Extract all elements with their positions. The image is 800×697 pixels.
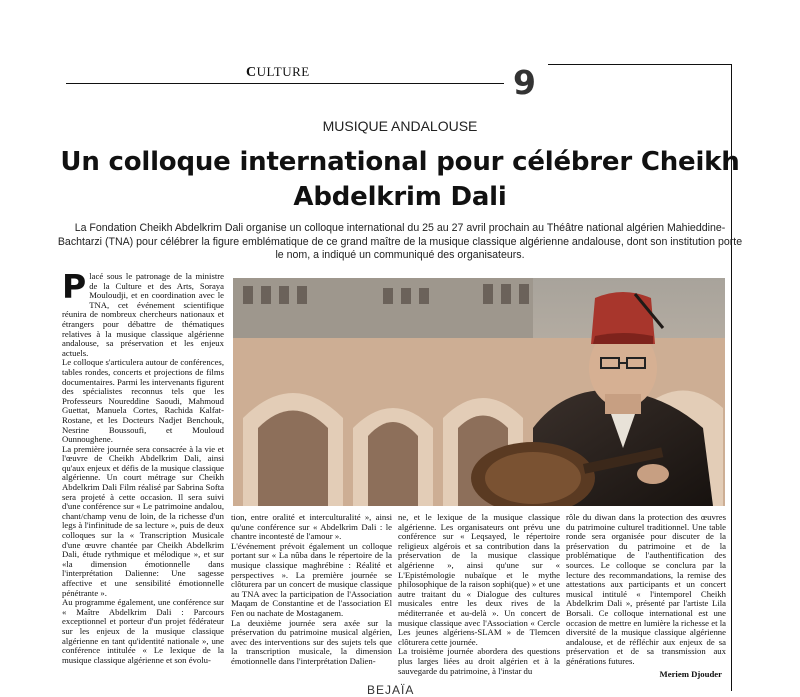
article-title: Un colloque international pour célébrer Cheikh Abdelkrim Dali [60,147,740,212]
section-label-rest: ULTURE [256,64,310,79]
paragraph: La deuxième journée sera axée sur la préservation du patrimoine musical algérien, avec des interventions sur des sujets tels que la transcription musicale, la dimension émotionnelle dans l'interprétation Dalien- [231,617,392,666]
paragraph: rôle du diwan dans la protection des œuvres du patrimoine culturel traditionnel. Une table ronde sera organisée pour discuter de la préservation du patrimoine et de la problématique de l'authentification des sources. Le colloque se conclura par la lecture des recommandations, la remise des attestations aux participants et un concert musical intitulé « l'intemporel Cheikh Abdelkrim Dali », présenté par l'artiste Lila Borsali. Ce colloque international est une occasion de mettre en lumière la richesse et la diversité de la musique classique algérienne andalouse, et de réfléchir aux enjeux de sa préservation et de sa transmission aux générations futures. [566,513,726,666]
portrait-photo-graphic [233,278,725,506]
paragraph: tion, entre oralité et interculturalité », ainsi qu'une conférence sur « Abdelkrim Dali : le chantre incontesté de l'amour ». [231,513,392,542]
article-column-2 [231,513,392,691]
article-lead: La Fondation Cheikh Abdelkrim Dali organise un colloque international du 25 au 27 avril prochain au Théâtre national algérien Mahieddine-Bachtarzi (TNA) pour célébrer la figure emblématique de ce grand maître de la musique classique algérienne andalouse, dont son institution porte le nom, a indiqué un communiqué des organisateurs. [57,222,743,261]
section-label-initial: C [246,65,257,80]
paragraph: lacé sous le patronage de la ministre de la Culture et des Arts, Soraya Mouloudji, et en coordination avec le TNA, cet événement scientifique réunira de nombreux chercheurs nationaux et étrangers pour débattre de thématiques relatives à la musique classique algérienne andalouse, sa préservation et les enjeux actuels. [62,272,224,358]
article-column-4 [566,513,726,691]
paragraph: La première journée sera consacrée à la vie et l'œuvre de Cheikh Abdelkrim Dali, ainsi qu'aux enjeux et défis de la musique classique algérienne. Un court métrage sur Cheikh Abdelkrim Dali Film réalisé par Sabrina Softa sera projeté à cette occasion. Il sera suivi d'une conférence sur « Le patrimoine andalou, chant/champ venu de loin, de la richesse d'un legs à l'infinitude de sa lecture », puis de deux colloques sur la « Transcription Musicale d'une œuvre chantée par Cheikh Abdelkrim Dali, étude rythmique et mélodique », et sur «la dimension émotionnelle dans l'interprétation Dalienne: Une sagesse affective et une sensibilité émotionnelle pénétrante ». [62,443,224,598]
paragraph: Le colloque s'articulera autour de conférences, tables rondes, concerts et projections de films documentaires. Parmi les intervenants figurent des spécialistes reconnus tels que les Professeurs Noureddine Saoudi, Mahmoud Guettat, Manuela Cortes, Rachida Kalfat-Rostane, et les Docteurs Nadjet Benchouk, Nesrine Boussoufi, et Mouloud Ounnoughene. [62,357,224,445]
page-number: 9 [513,63,536,102]
paragraph: L'événement prévoit également un colloque portant sur « La nûba dans le répertoire de la musique classique maghrébine : Réalité et perspectives ». La première journée se clôturera par un concert de musique classique au TNA avec la participation de l'Association Maqam de Constantine et de l'association El Fen ou nachate de Mostaganem. [231,540,392,618]
byline: Meriem Djouder [659,668,722,679]
section-label [246,64,310,81]
frame-top-rule [548,64,732,65]
article-column-3 [398,513,560,691]
paragraph: Au programme également, une conférence sur « Maître Abdelkrim Dali : Parcours exceptionnel et porteur d'un projet fédérateur sur les enjeux de la musique classique algérienne en tant qu'identité nationale », une conférence intitulée « Le lexique de la musique classique algérienne et son évolu- [62,597,224,665]
article-column-1 [62,272,224,691]
portrait-photo [233,278,725,506]
header-rule [66,83,504,84]
drop-cap: P [62,272,87,306]
paragraph: La troisième journée abordera des questions plus larges liées au droit algérien et à la sauvegarde du patrimoine, à l'instar du [398,646,560,676]
article-kicker: MUSIQUE ANDALOUSE [322,118,478,134]
footer-partial-text: BEJAÏA [367,683,415,697]
paragraph: ne, et le lexique de la musique classique algérienne. Les organisateurs ont prévu une conférence sur « Leqsayed, le répertoire religieux algérois et sa contribution dans la préservation de la musique classique algérienne », ainsi qu'une sur « L'Epistémologie nubaïque et le mythe philosophique de la raison sophi(que) » et une autre traitant du « Dialogue des cultures musicales entre les deux rives de la méditerranée et au-delà ». Un concert de musique classique avec l'Association « Cercle Les jeunes algériens-SLAM » de Tlemcen clôturera cette journée. [398,513,560,647]
